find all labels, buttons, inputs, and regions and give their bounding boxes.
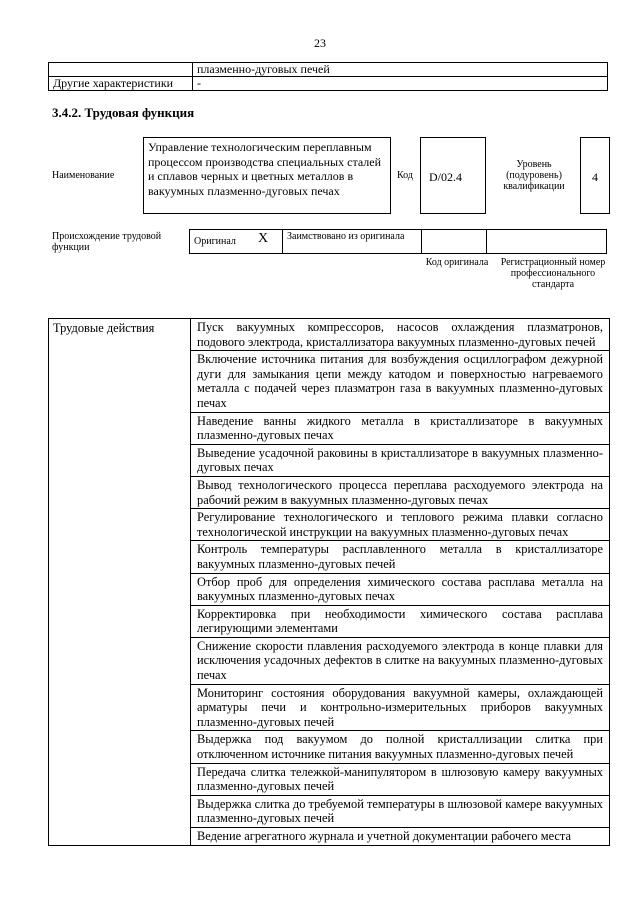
action-item: Передача слитка тележкой-манипулятором в шлюзовую камеру вакуумных плазменно-дуговых печей: [191, 763, 610, 795]
original-mark: X: [258, 231, 269, 246]
action-item: Снижение скорости плавления расходуемого электрода в конце плавки для исключения усадочных дефектов в слитке на вакуумных плазменно-дуговых печах: [191, 637, 610, 684]
origin-label: Происхождение трудовой функции: [52, 231, 162, 253]
table-cell: плазменно-дуговых печей: [193, 63, 608, 77]
action-item: Выведение усадочной раковины в кристаллизаторе в вакуумных плазменно-дуговых печах: [191, 444, 610, 476]
action-item: Корректировка при необходимости химического состава расплава легирующими элементами: [191, 605, 610, 637]
action-item: Контроль температуры расплавленного металла в кристаллизаторе вакуумных плазменно-дуговых печей: [191, 541, 610, 573]
name-label: Наименование: [52, 170, 115, 181]
action-item: Наведение ванны жидкого металла в кристаллизаторе в вакуумных плазменно-дуговых печах: [191, 412, 610, 444]
other-characteristics-table: [48, 62, 608, 91]
reg-number-cell: [486, 229, 607, 254]
function-code: D/02.4: [420, 137, 486, 214]
section-title: 3.4.2. Трудовая функция: [52, 105, 195, 120]
code-original-cell: [421, 229, 487, 254]
actions-heading: Трудовые действия: [49, 319, 191, 846]
page-number: 23: [314, 36, 326, 50]
table-row: [49, 63, 608, 77]
action-item: Выдержка слитка до требуемой температуры в шлюзовой камере вакуумных плазменно-дуговых печей: [191, 795, 610, 827]
action-item: Пуск вакуумных компрессоров, насосов охлаждения плазматронов, подового электрода, кристаллизатора вакуумных плазменно-дуговых печей: [191, 319, 610, 351]
table-cell: Другие характеристики: [49, 77, 193, 91]
original-cell: [189, 229, 283, 254]
table-cell: [49, 63, 193, 77]
action-item: Включение источника питания для возбуждения осциллографом дежурной дуги для замыкания цепи между катодом и поверхностью нагреваемого металла с подачей через плазматрон газа в вакуумных плазменно-дуговых печах: [191, 351, 610, 412]
action-item: Выдержка под вакуумом до полной кристаллизации слитка при отключенном источнике питания вакуумных плазменно-дуговых печей: [191, 731, 610, 763]
action-item: Регулирование технологического и теплового режима плавки согласно технологической инструкции на вакуумных плазменно-дуговых печах: [191, 509, 610, 541]
action-item: Отбор проб для определения химического состава расплава металла на вакуумных плазменно-дуговых печах: [191, 573, 610, 605]
table-cell: -: [193, 77, 608, 91]
table-row: [49, 77, 608, 91]
function-level: 4: [580, 137, 610, 214]
reg-number-label: Регистрационный номер профессионального стандарта: [500, 257, 606, 290]
origin-row: [190, 229, 607, 254]
function-name: Управление технологическим переплавным процессом производства специальных сталей и сплавов черных и цветных металлов в вакуумных плазменно-дуговых печах: [143, 137, 391, 214]
action-item: Мониторинг состояния оборудования вакуумной камеры, охлаждающей арматуры печи и контрольно-измерительных приборов вакуумных плазменно-дуговых печей: [191, 684, 610, 731]
action-item: Ведение агрегатного журнала и учетной документации рабочего места: [191, 828, 610, 846]
level-label: Уровень (подуровень) квалификации: [503, 159, 565, 192]
code-original-label: Код оригинала: [425, 257, 489, 268]
table-row: [49, 319, 610, 351]
code-label: Код: [397, 170, 413, 181]
labour-actions-table: [48, 318, 610, 846]
borrowed-cell: Заимствовано из оригинала: [282, 229, 422, 254]
action-item: Вывод технологического процесса переплава расходуемого электрода на рабочий режим в вакуумных плазменно-дуговых печах: [191, 476, 610, 508]
original-label: Оригинал: [194, 236, 236, 247]
